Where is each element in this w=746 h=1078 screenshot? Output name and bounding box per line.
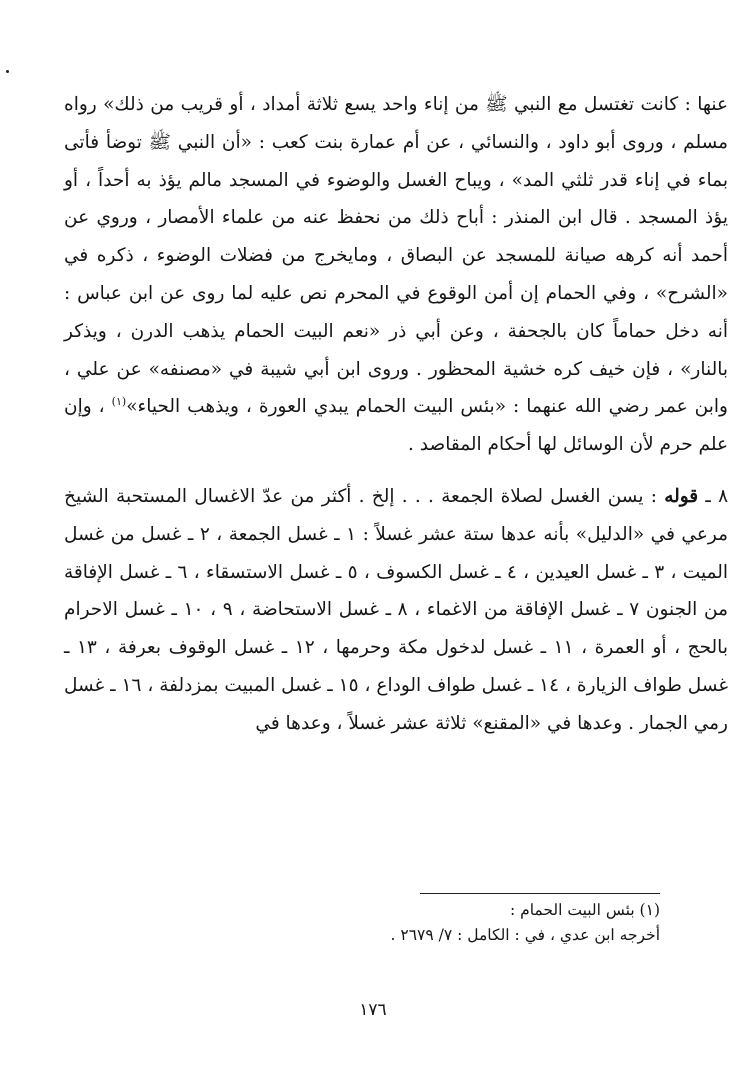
footnote-line: أخرجه ابن عدي ، في : الكامل : ٧/ ٢٦٧٩ . — [390, 926, 660, 944]
paragraph — [64, 86, 728, 464]
bold-keyword: قوله — [664, 485, 699, 507]
page-number: ١٧٦ — [359, 1000, 387, 1020]
stray-ink-mark — [6, 70, 9, 73]
paragraph-text-end: ، وإن علم حرم لأن الوسائل لها أحكام المقاصد . — [64, 396, 728, 456]
main-text — [64, 86, 728, 743]
item-number: ٨ ـ — [698, 485, 728, 507]
paragraph-text: : يسن الغسل لصلاة الجمعة . . . إلخ . أكثر من عدّ الاغسال المستحبة الشيخ مرعي في «الدليل» بأنه عدها ستة عشر غسلاً : ١ ـ غسل الجمعة ، ٢ ـ غسل من غسل الميت ، ٣ ـ غسل العيدين ، ٤ ـ غسل الكسوف ، ٥ ـ غسل الاستسقاء ، ٦ ـ غسل الإفاقة من الجنون ٧ ـ غسل الإفاقة من الاغماء ، ٨ ـ غسل الاستحاضة ، ٩ ، ١٠ ـ غسل الاحرام بالحج ، أو العمرة ، ١١ ـ غسل لدخول مكة وحرمها ، ١٢ ـ غسل الوقوف بعرفة ، ١٣ ـ غسل طواف الزيارة ، ١٤ ـ غسل طواف الوداع ، ١٥ ـ غسل المبيت بمزدلفة ، ١٦ ـ غسل رمي الجمار . وعدها في «المقنع» ثلاثة عشر غسلاً ، وعدها في — [64, 485, 728, 734]
paragraph — [64, 478, 728, 743]
footnote-reference: (١) — [111, 395, 127, 409]
paragraph-text: عنها : كانت تغتسل مع النبي ﷺ من إناء واحد يسع ثلاثة أمداد ، أو قريب من ذلك» رواه مسلم ، وروى أبو داود ، والنسائي ، عن أم عمارة بنت كعب : «أن النبي ﷺ توضأ فأتى بماء في إناء قدر ثلثي المد» ، ويباح الغسل والوضوء في المسجد مالم يؤذ به أحداً ، أو يؤذ المسجد . قال ابن المنذر : أباح ذلك من نحفظ عنه من علماء الأمصار ، وروي عن أحمد أنه كرهه صيانة للمسجد عن البصاق ، ومايخرج من فضلات الوضوء ، ذكره في «الشرح» ، وفي الحمام إن أمن الوقوع في المحرم نص عليه لما روى عن ابن عباس : أنه دخل حماماً كان بالجحفة ، وعن أبي ذر «نعم البيت الحمام يذهب الدرن ، ويذكر بالنار» ، فإن خيف كره خشية المحظور . وروى ابن أبي شيبة في «مصنفه» عن علي ، وابن عمر رضي الله عنهما : «بئس البيت الحمام يبدي العورة ، ويذهب الحياء» — [64, 94, 728, 418]
footnotes — [290, 898, 660, 948]
footnote-line: (١) بئس البيت الحمام : — [509, 901, 660, 919]
footnote-divider — [420, 893, 660, 894]
